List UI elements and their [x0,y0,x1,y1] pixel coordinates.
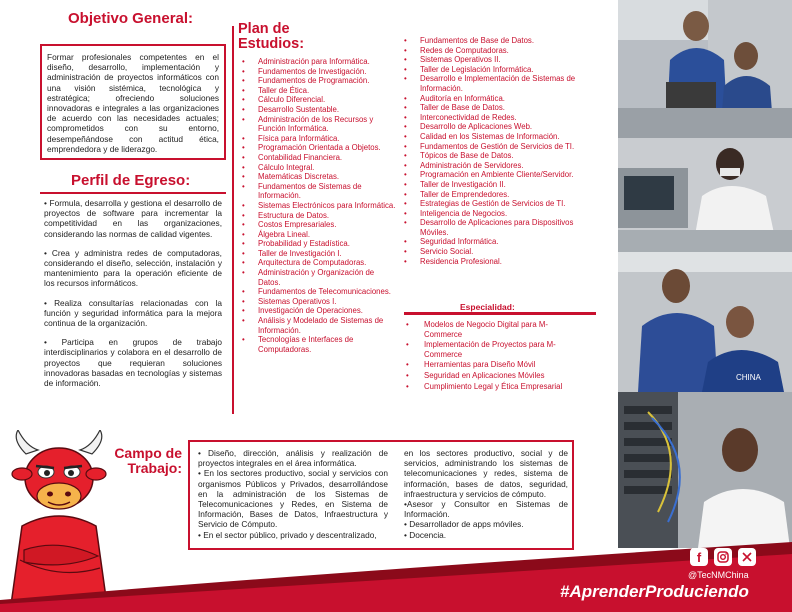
plan-item: • Auditoría en Informática. [402,94,594,104]
plan-item: • Modelos de Negocio Digital para M-Commerce [404,320,564,339]
plan-item: • Programación en Ambiente Cliente/Servidor. [402,170,594,180]
photo-student-network-rack [618,392,792,548]
plan-item: • Análisis y Modelado de Sistemas de Información. [240,316,396,335]
photo-students-computer [618,252,792,392]
plan-item: • Estructura de Datos. [240,211,396,221]
especialidad-title: Especialidad: [460,302,515,312]
plan-item: • Servicio Social. [402,247,594,257]
plan-item: • Fundamentos de Gestión de Servicios de TI. [402,142,594,152]
plan-item: • Arquitectura de Computadoras. [240,258,396,268]
campo-item: • Docencia. [404,529,447,540]
plan-col2-list [402,36,594,266]
photo-students-laptop [618,0,792,138]
plan-item: • Cálculo Diferencial. [240,95,396,105]
plan-title [238,22,304,52]
plan-item: • Residencia Profesional. [402,257,594,267]
plan-item: • Administración de Servidores. [402,161,594,171]
perfil-item: • Formula, desarrolla y gestiona el desarrollo de proyectos de software para incrementar la competitividad en las organizaciones, considerando las normas de calidad vigentes. [44,198,222,239]
campo-item: • En el sector público, privado y descentralizado, [198,529,377,540]
plan-item: • Redes de Computadoras. [402,46,594,56]
instagram-icon[interactable] [714,548,732,566]
column-divider [232,26,234,414]
x-icon[interactable] [738,548,756,566]
plan-item: • Taller de Emprendedores. [402,190,594,200]
plan-item: • Calidad en los Sistemas de Información. [402,132,594,142]
perfil-title: Perfil de Egreso: [71,172,191,189]
plan-item: • Investigación de Operaciones. [240,306,396,316]
objetivo-text: Formar profesionales competentes en el diseño, desarrollo, implementación y administración de proyectos informáticos con una visión sistémica, tecnológica y estratégica; ofreciendo soluciones innovadoras e integrales a las organizaciones de acuerdo con las necesidades actuales; comprometidos con su entorno, desempeñándose con actitud ética, emprendedora y de liderazgo. [47,52,219,154]
plan-item: • Contabilidad Financiera. [240,153,396,163]
plan-item: • Fundamentos de Programación. [240,76,396,86]
especialidad-list [404,320,564,392]
campo-item: en los sectores productivo, social y de servicios, administrando los sistemas de telecomunicaciones y redes, sistema de información, bases de datos, seguridad, infraestructura y servicios de cómputo. [404,448,568,499]
plan-item: • Sistemas Operativos I. [240,297,396,307]
plan-item: • Seguridad Informática. [402,237,594,247]
plan-item: • Cumplimiento Legal y Ética Empresarial [404,382,564,392]
perfil-item: • Realiza consultarías relacionadas con la función y seguridad informática para la mejora continua de la organización. [44,297,222,329]
plan-item: • Desarrollo de Aplicaciones Web. [402,122,594,132]
objetivo-box [40,44,226,160]
hashtag: #AprenderProduciendo [560,582,749,601]
plan-item: • Probabilidad y Estadística. [240,239,396,249]
plan-item: • Fundamentos de Telecomunicaciones. [240,287,396,297]
campo-title [106,446,182,476]
campo-col2 [404,448,568,540]
plan-item: • Tópicos de Base de Datos. [402,151,594,161]
plan-item: • Matemáticas Discretas. [240,172,396,182]
campo-item: • Diseño, dirección, análisis y realización de proyectos integrales en el área informática. [198,448,388,469]
campo-item: •Asesor y Consultor en Sistemas de Información. [404,499,568,520]
plan-item: • Cálculo Integral. [240,163,396,173]
plan-item: • Taller de Investigación I. [240,249,396,259]
plan-col1-list [240,57,396,354]
facebook-icon[interactable]: f [690,548,708,566]
plan-item: • Costos Empresariales. [240,220,396,230]
plan-item: • Sistemas Electrónicos para Informática. [240,201,396,211]
campo-item: • En los sectores productivo, social y servicios con organismos Públicos y Privados, desarrollándose en la administración de los Sistemas de Telecomunicaciones y Redes, en Sistema de Información, Bases de Datos, Infraestructura y Servicio de Cómputo. [198,468,388,530]
plan-item: • Física para Informática. [240,134,396,144]
plan-item: • Fundamentos de Base de Datos. [402,36,594,46]
plan-item: • Taller de Ética. [240,86,396,96]
svg-text:CHINA: CHINA [736,373,761,382]
plan-item: • Fundamentos de Investigación. [240,67,396,77]
plan-item: • Administración y Organización de Datos. [240,268,396,287]
perfil-item: • Participa en grupos de trabajo interdisciplinarios y colabora en el desarrollo de proyectos que requieran soluciones innovadoras basadas en tecnologías y sistemas de información. [44,337,222,389]
campo-col1 [198,448,388,540]
campo-item: • Desarrollador de apps móviles. [404,519,524,530]
perfil-divider [40,192,226,194]
plan-item: • Taller de Base de Datos. [402,103,594,113]
plan-item: • Tecnologías e Interfaces de Computadoras. [240,335,396,354]
social-icons [690,548,756,566]
plan-item: • Taller de Legislación Informática. [402,65,594,75]
campo-title-line2: Trabajo: [127,460,182,476]
plan-title-line1: Plan de [238,21,290,37]
plan-item: • Herramientas para Diseño Móvil [404,360,564,370]
plan-item: • Implementación de Proyectos para M-Commerce [404,340,564,359]
plan-item: • Administración de los Recursos y Función Informática. [240,115,396,134]
plan-item: • Desarrollo Sustentable. [240,105,396,115]
campo-box [188,440,574,550]
perfil-item: • Crea y administra redes de computadoras, considerando el diseño, selección, instalación y mantenimiento para la operación eficiente de los recursos informáticos. [44,247,222,289]
social-handle[interactable]: @TecNMChina [688,570,749,580]
objetivo-title: Objetivo General: [68,10,194,27]
campo-title-line1: Campo de [114,445,182,461]
photo-strip [618,0,792,548]
plan-item: • Inteligencia de Negocios. [402,209,594,219]
plan-item: • Desarrollo de Aplicaciones para Dispositivos Móviles. [402,218,594,237]
plan-item: • Álgebra Lineal. [240,230,396,240]
especialidad-divider [404,313,596,315]
plan-item: • Seguridad en Aplicaciones Móviles [404,371,564,381]
perfil-list [44,198,222,397]
plan-item: • Interconectividad de Redes. [402,113,594,123]
plan-item: • Desarrollo e Implementación de Sistemas de Información. [402,74,594,93]
plan-title-line2: Estudios: [238,36,305,52]
plan-item: • Taller de Investigación II. [402,180,594,190]
plan-item: • Estrategias de Gestión de Servicios de TI. [402,199,594,209]
plan-item: • Administración para Informática. [240,57,396,67]
plan-item: • Fundamentos de Sistemas de Información. [240,182,396,201]
plan-item: • Programación Orientada a Objetos. [240,143,396,153]
photo-student-pc [618,138,792,252]
plan-item: • Sistemas Operativos II. [402,55,594,65]
